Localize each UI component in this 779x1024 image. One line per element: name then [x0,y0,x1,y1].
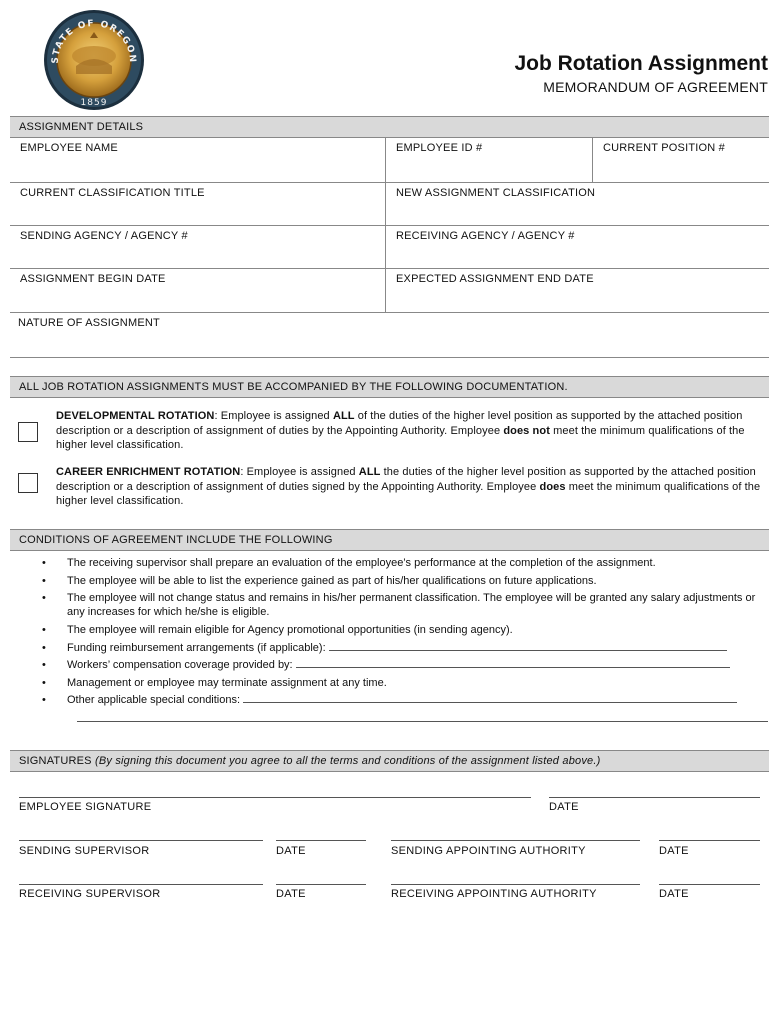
details-row [10,226,769,269]
career-enrichment-text: CAREER ENRICHMENT ROTATION: Employee is assigned ALL the duties of the higher level position as supported by the attached position description or a description of assignment of duties signed by the Appointing Authority. Employee does meet the minimum qualifications of the higher level classification. [56,466,761,507]
sending-authority-date-line[interactable] [659,840,760,841]
current-position-field[interactable]: CURRENT POSITION # [592,138,769,182]
receiving-authority-line[interactable] [391,884,640,885]
receiving-supervisor-date-line[interactable] [276,884,366,885]
employee-date-line[interactable] [549,797,760,798]
sending-supervisor-line[interactable] [19,840,263,841]
page-subtitle: MEMORANDUM OF AGREEMENT [543,79,768,95]
receiving-supervisor-line[interactable] [19,884,263,885]
career-enrichment-checkbox[interactable] [18,473,38,493]
page-title: Job Rotation Assignment [514,52,768,75]
conditions-heading: CONDITIONS OF AGREEMENT INCLUDE THE FOLLOWING [10,529,769,551]
receiving-authority-date-line[interactable] [659,884,760,885]
employee-signature-line[interactable] [19,797,531,798]
details-row [10,183,769,226]
end-date-field[interactable]: EXPECTED ASSIGNMENT END DATE [385,269,769,312]
begin-date-field[interactable]: ASSIGNMENT BEGIN DATE [20,273,166,285]
assignment-details-heading: ASSIGNMENT DETAILS [10,116,769,138]
details-row [10,269,769,313]
receiving-agency-field[interactable]: RECEIVING AGENCY / AGENCY # [385,226,769,268]
developmental-rotation-text: DEVELOPMENTAL ROTATION: Employee is assigned ALL of the duties of the higher level position as supported by the attached position description or a description of assignment of duties by the Appointing Authority. Employee does not meet the minimum qualifications of the higher level classification. [56,410,745,451]
sending-supervisor-date-line[interactable] [276,840,366,841]
funding-input-line[interactable] [329,641,727,651]
date-label: DATE [276,845,306,857]
signatures-heading: SIGNATURES (By signing this document you agree to all the terms and conditions of the assignment listed above.) [10,750,769,772]
current-classification-field[interactable]: CURRENT CLASSIFICATION TITLE [20,187,205,199]
svg-text:1859: 1859 [80,98,108,108]
documentation-heading: ALL JOB ROTATION ASSIGNMENTS MUST BE ACCOMPANIED BY THE FOLLOWING DOCUMENTATION. [10,376,769,398]
date-label: DATE [659,845,689,857]
date-label: DATE [659,888,689,900]
workers-comp-input-line[interactable] [296,658,730,668]
sending-authority-label: SENDING APPOINTING AUTHORITY [391,845,586,857]
details-row [10,138,769,183]
nature-of-assignment-field[interactable]: NATURE OF ASSIGNMENT [18,317,160,329]
state-of-oregon-seal [40,8,148,112]
new-classification-field[interactable]: NEW ASSIGNMENT CLASSIFICATION [385,183,769,225]
employee-name-field[interactable]: EMPLOYEE NAME [20,142,118,154]
special-conditions-input-line[interactable] [243,693,737,703]
date-label: DATE [276,888,306,900]
sending-supervisor-label: SENDING SUPERVISOR [19,845,150,857]
sending-authority-line[interactable] [391,840,640,841]
developmental-rotation-checkbox[interactable] [18,422,38,442]
svg-text:STATE OF OREGON: STATE OF OREGON [50,18,138,65]
details-row [10,313,769,358]
date-label: DATE [549,801,579,813]
receiving-supervisor-label: RECEIVING SUPERVISOR [19,888,161,900]
employee-id-field[interactable]: EMPLOYEE ID # [385,138,592,182]
receiving-authority-label: RECEIVING APPOINTING AUTHORITY [391,888,597,900]
special-conditions-extra-line[interactable] [77,721,768,722]
employee-signature-label: EMPLOYEE SIGNATURE [19,801,152,813]
sending-agency-field[interactable]: SENDING AGENCY / AGENCY # [20,230,188,242]
